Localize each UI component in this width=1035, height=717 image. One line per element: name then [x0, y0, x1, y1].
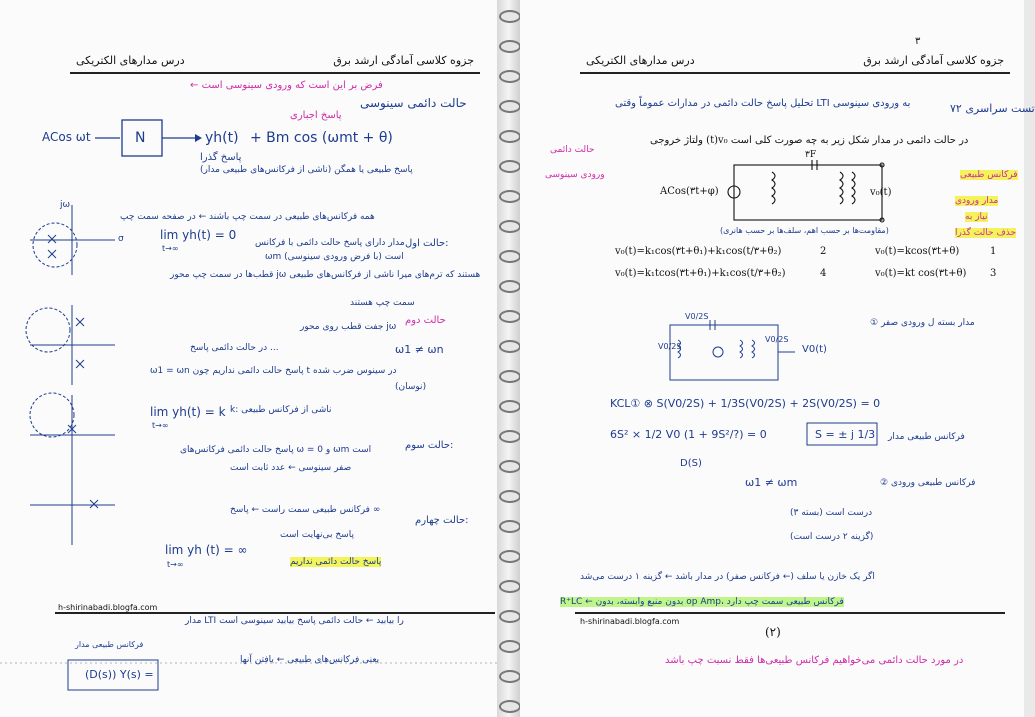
- highlight-right-2: مدار ورودی: [955, 196, 999, 206]
- case3-limit-sub: t→∞: [152, 421, 169, 430]
- ds-label: D(S): [680, 458, 702, 469]
- left-top-pink-note: ← فرض بر این است که ورودی سینوسی است: [190, 80, 383, 91]
- case1-limit-sub: t→∞: [162, 244, 179, 253]
- case4-desc: پاسخ بی‌نهایت است: [280, 530, 354, 540]
- label-forced: پاسخ اجباری: [290, 110, 342, 121]
- case3-title: حالت سوم:: [405, 440, 454, 451]
- right-footer-rule: [575, 612, 1005, 614]
- option-1: v₀(t)=kcos(۳t+θ): [875, 246, 960, 257]
- poly-equation: 6S² × 1/2 V0 (1 + 9S²/?) = 0: [610, 428, 767, 441]
- option-4-num: 4: [820, 268, 827, 279]
- circuit2-out: V0(t): [802, 344, 827, 355]
- circuit-note: (مقاومت‌ها بر حسب اهم، سلف‌ها بر حسب هانری): [720, 226, 889, 235]
- option-3-num: 3: [990, 268, 997, 279]
- freq-ineq-note: ② فرکانس طبیعی ورودی: [880, 478, 976, 488]
- question-circuit: [520, 0, 1024, 717]
- case1-desc4: سمت چپ هستند: [350, 298, 415, 308]
- axis-sigma-1: σ: [118, 234, 124, 244]
- option-2: v₀(t)=k₁cos(۳t+θ₁)+k₁cos(t/۳+θ₂): [615, 246, 782, 257]
- right-bottom-note: در مورد حالت دائمی می‌خواهیم فرکانس طبیعی‌ها فقط نسبت چپ باشد: [665, 655, 964, 666]
- note-natural-freq: پاسخ طبیعی یا همگن (ناشی از فرکانس‌های طبیعی مدار): [200, 165, 413, 175]
- kcl-equation: KCL① ⊗ S(V0/2S) + 1/3S(V0/2S) + 2S(V0/2S) = 0: [610, 397, 881, 410]
- case2-title: جفت قطب روی محور jω: [300, 322, 397, 332]
- conclusion-2: R⁺LC ← بدون منبع وابسته، بدون op Amp، فرکانس طبیعی سمت چپ دارد: [560, 597, 844, 607]
- case1-limit: lim yh(t) = 0: [160, 228, 237, 242]
- case3-desc: k: ناشی از فرکانس طبیعی: [230, 405, 332, 415]
- left-page: [0, 0, 498, 717]
- cancel-note: (بسته ۳) درست است: [790, 508, 873, 518]
- sol-step1: ① مدار بسته ل ورودی صفر: [870, 318, 975, 328]
- option-2-num: 2: [820, 246, 827, 257]
- case1-title: حالت اول:: [405, 238, 449, 249]
- case2-desc3: (نوسان): [395, 382, 427, 392]
- circuit-block-label: N: [135, 130, 146, 146]
- freq-ineq: ω1 ≠ ωm: [745, 476, 798, 489]
- right-header-title: جزوه کلاسی آمادگی ارشد برق: [863, 54, 1004, 67]
- left-header-course: درس مدارهای الکتریکی: [76, 54, 185, 67]
- axis-jw-1: jω: [60, 200, 71, 210]
- response-term: + Bm cos (ωmt + θ): [250, 130, 393, 146]
- case1-desc3: قطب‌ها در سمت چپ محور jω هستند که ترم‌های میرا ناشی از فرکانس‌های طبیعی: [170, 270, 481, 280]
- circuit2-v3: V0/2S: [765, 335, 789, 344]
- circuit2-v1: V0/2S: [685, 312, 709, 321]
- left-footer-rule: [55, 612, 495, 614]
- roots-note: فرکانس طبیعی مدار: [888, 432, 965, 442]
- circuit-input: ACos ωt: [42, 130, 91, 144]
- left-bottom-note1: مدار LTI را بیابید ← حالت دائمی پاسخ بیابید سینوسی است: [185, 616, 404, 626]
- option-3: v₀(t)=kt cos(۳t+θ): [875, 268, 967, 279]
- case2-cond: ω1 ≠ ωn: [395, 343, 444, 356]
- case4-limit: lim yh (t) = ∞: [165, 543, 248, 557]
- answer-note: (گزینه ۲ درست است): [790, 532, 874, 542]
- circuit2-v2: V0/2S: [658, 342, 682, 351]
- left-bottom-formula: (D(s)) Y(s) =: [85, 668, 154, 681]
- roots: S = ± j 1/3: [815, 428, 876, 441]
- left-footer: h-shirinabadi.blogfa.com: [58, 603, 158, 612]
- right-header-course: درس مدارهای الکتریکی: [586, 54, 695, 67]
- highlight-right-3: نیاز به: [965, 212, 988, 222]
- question-text: ولتاژ خروجی (t)v₀ در حالت دائمی در مدار شکل زیر به چه صورت کلی است: [650, 135, 969, 146]
- question-tag: تست سراسری ۷۲: [950, 102, 1035, 115]
- question-title: تحلیل پاسخ حالت دائمی در مدارات عموماً وقتی LTI به ورودی سینوسی: [615, 98, 911, 109]
- left-case-title: حالت دائمی سینوسی: [360, 96, 467, 110]
- case4-note: فرکانس طبیعی سمت راست ← پاسخ ∞: [230, 505, 381, 515]
- case3-desc2: پاسخ حالت دائمی فرکانس‌های ω = 0 و ωm است: [180, 445, 372, 455]
- right-page-number-top: ۳: [915, 36, 921, 47]
- case4-highlight: پاسخ حالت دائمی نداریم: [290, 557, 382, 567]
- left-header-title: جزوه کلاسی آمادگی ارشد برق: [333, 54, 474, 67]
- case2-desc1: در حالت دائمی پاسخ ...: [190, 343, 279, 353]
- circuit-source: ACos(۳t+φ): [660, 186, 719, 197]
- case1-desc: مدار دارای پاسخ حالت دائمی با فرکانس: [255, 238, 405, 248]
- case2-pink: حالت دوم: [405, 315, 446, 326]
- circuit-out: v₀(t): [870, 187, 892, 198]
- response-yh: yh(t): [205, 130, 239, 146]
- case1-desc2: ωm است (با فرض ورودی سینوسی): [265, 252, 404, 262]
- right-page-number: (۲): [765, 625, 781, 639]
- right-page: [520, 0, 1035, 717]
- label-transient: پاسخ گذرا: [200, 152, 242, 163]
- left-bottom-note2: یعنی فرکانس‌های طبیعی ← یافتن آنها: [240, 655, 380, 665]
- case2-desc2: ω1 = ωn پاسخ حالت دائمی نداریم چون t در سینوس ضرب شده: [150, 366, 397, 376]
- option-1-num: 1: [990, 246, 997, 257]
- spiral-binding: [497, 0, 520, 717]
- case3-limit: lim yh(t) = k: [150, 405, 226, 419]
- case4-title: حالت چهارم:: [415, 515, 469, 526]
- circuit-cap: ۳F: [805, 150, 817, 160]
- case4-limit-sub: t→∞: [167, 560, 184, 569]
- left-bottom-note3: فرکانس طبیعی مدار: [75, 640, 144, 649]
- highlight-right-1: فرکانس طبیعی: [960, 170, 1018, 180]
- right-footer: h-shirinabadi.blogfa.com: [580, 617, 680, 626]
- side-note-2: ورودی سینوسی: [545, 170, 605, 180]
- highlight-right-4: حذف حالت گذرا: [955, 228, 1017, 238]
- note-poles-intro: همه فرکانس‌های طبیعی در سمت چپ باشند ← در صفحه سمت چپ: [120, 212, 375, 222]
- option-4: v₀(t)=k₁tcos(۳t+θ₁)+k₁cos(t/۳+θ₂): [615, 268, 786, 279]
- side-note-1: حالت دائمی: [550, 145, 595, 155]
- conclusion-1: اگر یک خازن یا سلف (← فرکانس صفر) در مدار باشد ← گزینه ۱ درست می‌شد: [580, 572, 875, 582]
- case3-desc3: صفر سینوسی ← عدد ثابت است: [230, 463, 352, 473]
